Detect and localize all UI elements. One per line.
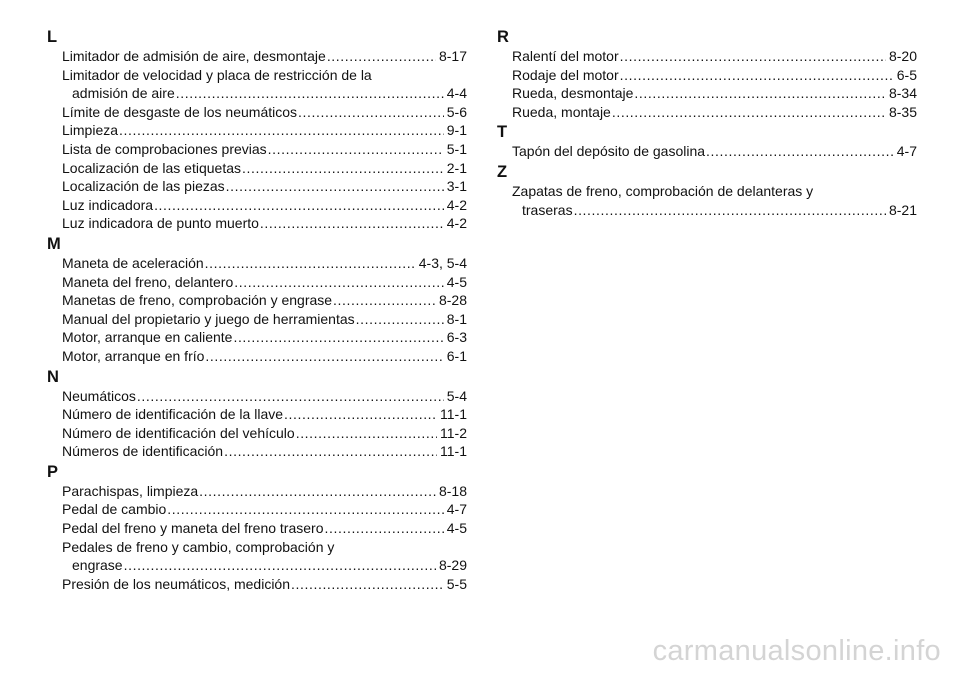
index-entry-line (512, 66, 917, 85)
index-entry (512, 182, 917, 219)
index-entry-line (62, 575, 467, 594)
index-entry-line (62, 519, 467, 538)
index-entry (62, 347, 467, 366)
index-entry (62, 519, 467, 538)
page-reference: 8-21 (888, 201, 917, 218)
index-entry-line (512, 84, 917, 103)
section-letter: T (497, 123, 508, 142)
section-letter: P (47, 462, 59, 481)
index-entry (62, 442, 467, 461)
index-entry-text: Número de identificación del vehículo (62, 424, 295, 441)
dot-leader (612, 103, 886, 122)
dot-leader (119, 121, 444, 140)
index-entry (62, 500, 467, 519)
dot-leader (205, 254, 416, 273)
page-reference: 4-5 (446, 273, 467, 290)
index-entry-text: Maneta del freno, delantero (62, 273, 234, 290)
index-entry-text: Pedal de cambio (62, 501, 167, 518)
page-reference: 11-2 (440, 424, 467, 441)
index-entry-text: Motor, arranque en caliente (62, 329, 233, 346)
index-entry-text: Localización de las piezas (62, 178, 225, 195)
index-entry (62, 214, 467, 233)
index-entry (62, 254, 467, 273)
index-entry-line (62, 47, 467, 66)
index-entry-line (62, 66, 467, 85)
section-letter: M (47, 234, 61, 253)
index-entry-line (62, 556, 467, 575)
index-column-right (497, 26, 917, 219)
index-entry (62, 121, 467, 140)
index-entry-text: Maneta de aceleración (62, 254, 204, 271)
index-entry-line (62, 177, 467, 196)
dot-leader (298, 103, 444, 122)
page-reference: 4-5 (446, 520, 467, 537)
index-entry-text: Número de identificación de la llave (62, 406, 284, 423)
index-entry-line (512, 142, 917, 161)
section-letter: N (47, 367, 59, 386)
page-reference: 5-1 (446, 140, 467, 157)
index-entry-text: Presión de los neumáticos, medición (62, 575, 291, 592)
dot-leader (634, 84, 886, 103)
index-entry (512, 84, 917, 103)
dot-leader (205, 347, 443, 366)
page-reference: 11-1 (440, 443, 467, 460)
index-entry-text: Motor, arranque en frío (62, 347, 205, 364)
page-reference: 6-5 (896, 66, 917, 83)
section-letter: R (497, 28, 509, 46)
index-entry-line (62, 103, 467, 122)
index-entry-text: traseras (522, 201, 573, 218)
page-reference: 8-35 (888, 103, 917, 120)
dot-leader (284, 405, 437, 424)
page-reference: 8-18 (438, 482, 467, 499)
dot-leader (620, 66, 894, 85)
index-entry-line (62, 442, 467, 461)
page-reference: 4-2 (446, 196, 467, 213)
index-entry (62, 328, 467, 347)
dot-leader (242, 159, 444, 178)
dot-leader (234, 273, 444, 292)
index-entry (512, 66, 917, 85)
index-entry-line (62, 254, 467, 273)
index-entry (62, 291, 467, 310)
dot-leader (137, 387, 444, 406)
index-entry (62, 159, 467, 178)
index-entry-text: Rodaje del motor (512, 66, 619, 83)
index-entry-line (62, 140, 467, 159)
page-reference: 2-1 (446, 159, 467, 176)
page-reference: 8-34 (888, 85, 917, 102)
index-entry-text: Números de identificación (62, 443, 224, 460)
dot-leader (224, 442, 437, 461)
index-entry-text: Ralentí del motor (512, 48, 619, 64)
index-entry-text: Limitador de admisión de aire, desmontaje (62, 48, 326, 64)
index-entry-text: Tapón del depósito de gasolina (512, 143, 706, 160)
dot-leader (260, 214, 444, 233)
index-entry-line (62, 121, 467, 140)
index-entry (62, 387, 467, 406)
page-reference: 8-28 (438, 292, 467, 309)
index-entry-line (62, 159, 467, 178)
index-entry-line (62, 310, 467, 329)
index-entry-line (512, 201, 917, 220)
index-entry (62, 196, 467, 215)
index-entry (62, 103, 467, 122)
index-entry-text: Limpieza (62, 122, 119, 139)
page-reference: 4-3, 5-4 (418, 254, 467, 271)
dot-leader (167, 500, 443, 519)
index-entry-text: Luz indicadora (62, 196, 154, 213)
index-entry-line (62, 273, 467, 292)
page-reference: 5-4 (446, 387, 467, 404)
dot-leader (124, 556, 436, 575)
index-entry-line (512, 103, 917, 122)
index-entry-text: Manual del propietario y juego de herramientas (62, 310, 355, 327)
index-entry (62, 310, 467, 329)
page-reference: 6-3 (446, 329, 467, 346)
page-reference: 5-6 (446, 103, 467, 120)
section-letter: L (47, 28, 58, 46)
index-entry-line (62, 347, 467, 366)
page-reference: 4-7 (446, 501, 467, 518)
index-entry (62, 177, 467, 196)
dot-leader (199, 482, 436, 501)
index-entry-text: Lista de comprobaciones previas (62, 140, 267, 157)
index-column-left (47, 26, 467, 593)
index-entry-text: Pedal del freno y maneta del freno trasero (62, 520, 324, 537)
index-entry (62, 273, 467, 292)
dot-leader (574, 201, 886, 220)
index-entry-text: Pedales de freno y cambio, comprobación y (62, 538, 335, 555)
index-entry-text: engrase (72, 557, 123, 574)
dot-leader (226, 177, 444, 196)
index-entry (512, 47, 917, 66)
page-reference: 8-17 (438, 48, 467, 64)
index-entry-line (62, 196, 467, 215)
page-reference: 8-29 (438, 557, 467, 574)
index-entry-line (62, 291, 467, 310)
index-entry-text: Rueda, desmontaje (512, 85, 634, 102)
page-reference: 11-1 (440, 406, 467, 423)
index-entry-text: Manetas de freno, comprobación y engrase (62, 292, 333, 309)
page-reference: 4-4 (446, 85, 467, 102)
index-entry (62, 66, 467, 103)
index-entry-line (62, 538, 467, 557)
index-entry (62, 405, 467, 424)
index-entry-text: Parachispas, limpieza (62, 482, 199, 499)
index-entry-text: Zapatas de freno, comprobación de delanteras y (512, 182, 814, 199)
index-entry (62, 482, 467, 501)
page-reference: 9-1 (446, 122, 467, 139)
index-entry (62, 424, 467, 443)
index-entry-text: Rueda, montaje (512, 103, 611, 120)
dot-leader (327, 47, 436, 66)
index-entry-line (62, 84, 467, 103)
index-entry (512, 142, 917, 161)
page-reference: 4-2 (446, 215, 467, 232)
dot-leader (154, 196, 444, 215)
dot-leader (233, 328, 443, 347)
index-entry-line (62, 500, 467, 519)
index-entry-line (62, 328, 467, 347)
dot-leader (620, 47, 886, 66)
dot-leader (325, 519, 444, 538)
dot-leader (291, 575, 444, 594)
index-entry-text: Límite de desgaste de los neumáticos (62, 103, 298, 120)
page-reference: 3-1 (446, 178, 467, 195)
page-reference: 4-7 (896, 143, 917, 160)
dot-leader (268, 140, 444, 159)
index-entry-text: Limitador de velocidad y placa de restricción de la (62, 66, 372, 83)
dot-leader (333, 291, 436, 310)
dot-leader (706, 142, 894, 161)
index-entry (62, 575, 467, 594)
index-entry-line (62, 214, 467, 233)
watermark: carmanualsonline.info (652, 635, 941, 667)
section-letter: Z (497, 162, 508, 181)
index-entry-line (512, 47, 917, 66)
page-reference: 8-1 (446, 310, 467, 327)
index-entry (62, 47, 467, 66)
page-reference: 5-5 (446, 575, 467, 592)
index-entry-text: Neumáticos (62, 387, 136, 404)
index-entry-text: Localización de las etiquetas (62, 159, 242, 176)
index-entry (512, 103, 917, 122)
dot-leader (356, 310, 444, 329)
index-entry-text: admisión de aire (72, 85, 175, 102)
index-entry-line (512, 182, 917, 201)
page-reference: 6-1 (446, 347, 467, 364)
index-entry-text: Luz indicadora de punto muerto (62, 215, 259, 232)
index-entry-line (62, 482, 467, 501)
index-entry-line (62, 387, 467, 406)
page-reference: 8-20 (888, 48, 917, 64)
index-entry-line (62, 424, 467, 443)
index-entry (62, 538, 467, 575)
index-entry (62, 140, 467, 159)
index-entry-line (62, 405, 467, 424)
dot-leader (296, 424, 437, 443)
dot-leader (176, 84, 444, 103)
